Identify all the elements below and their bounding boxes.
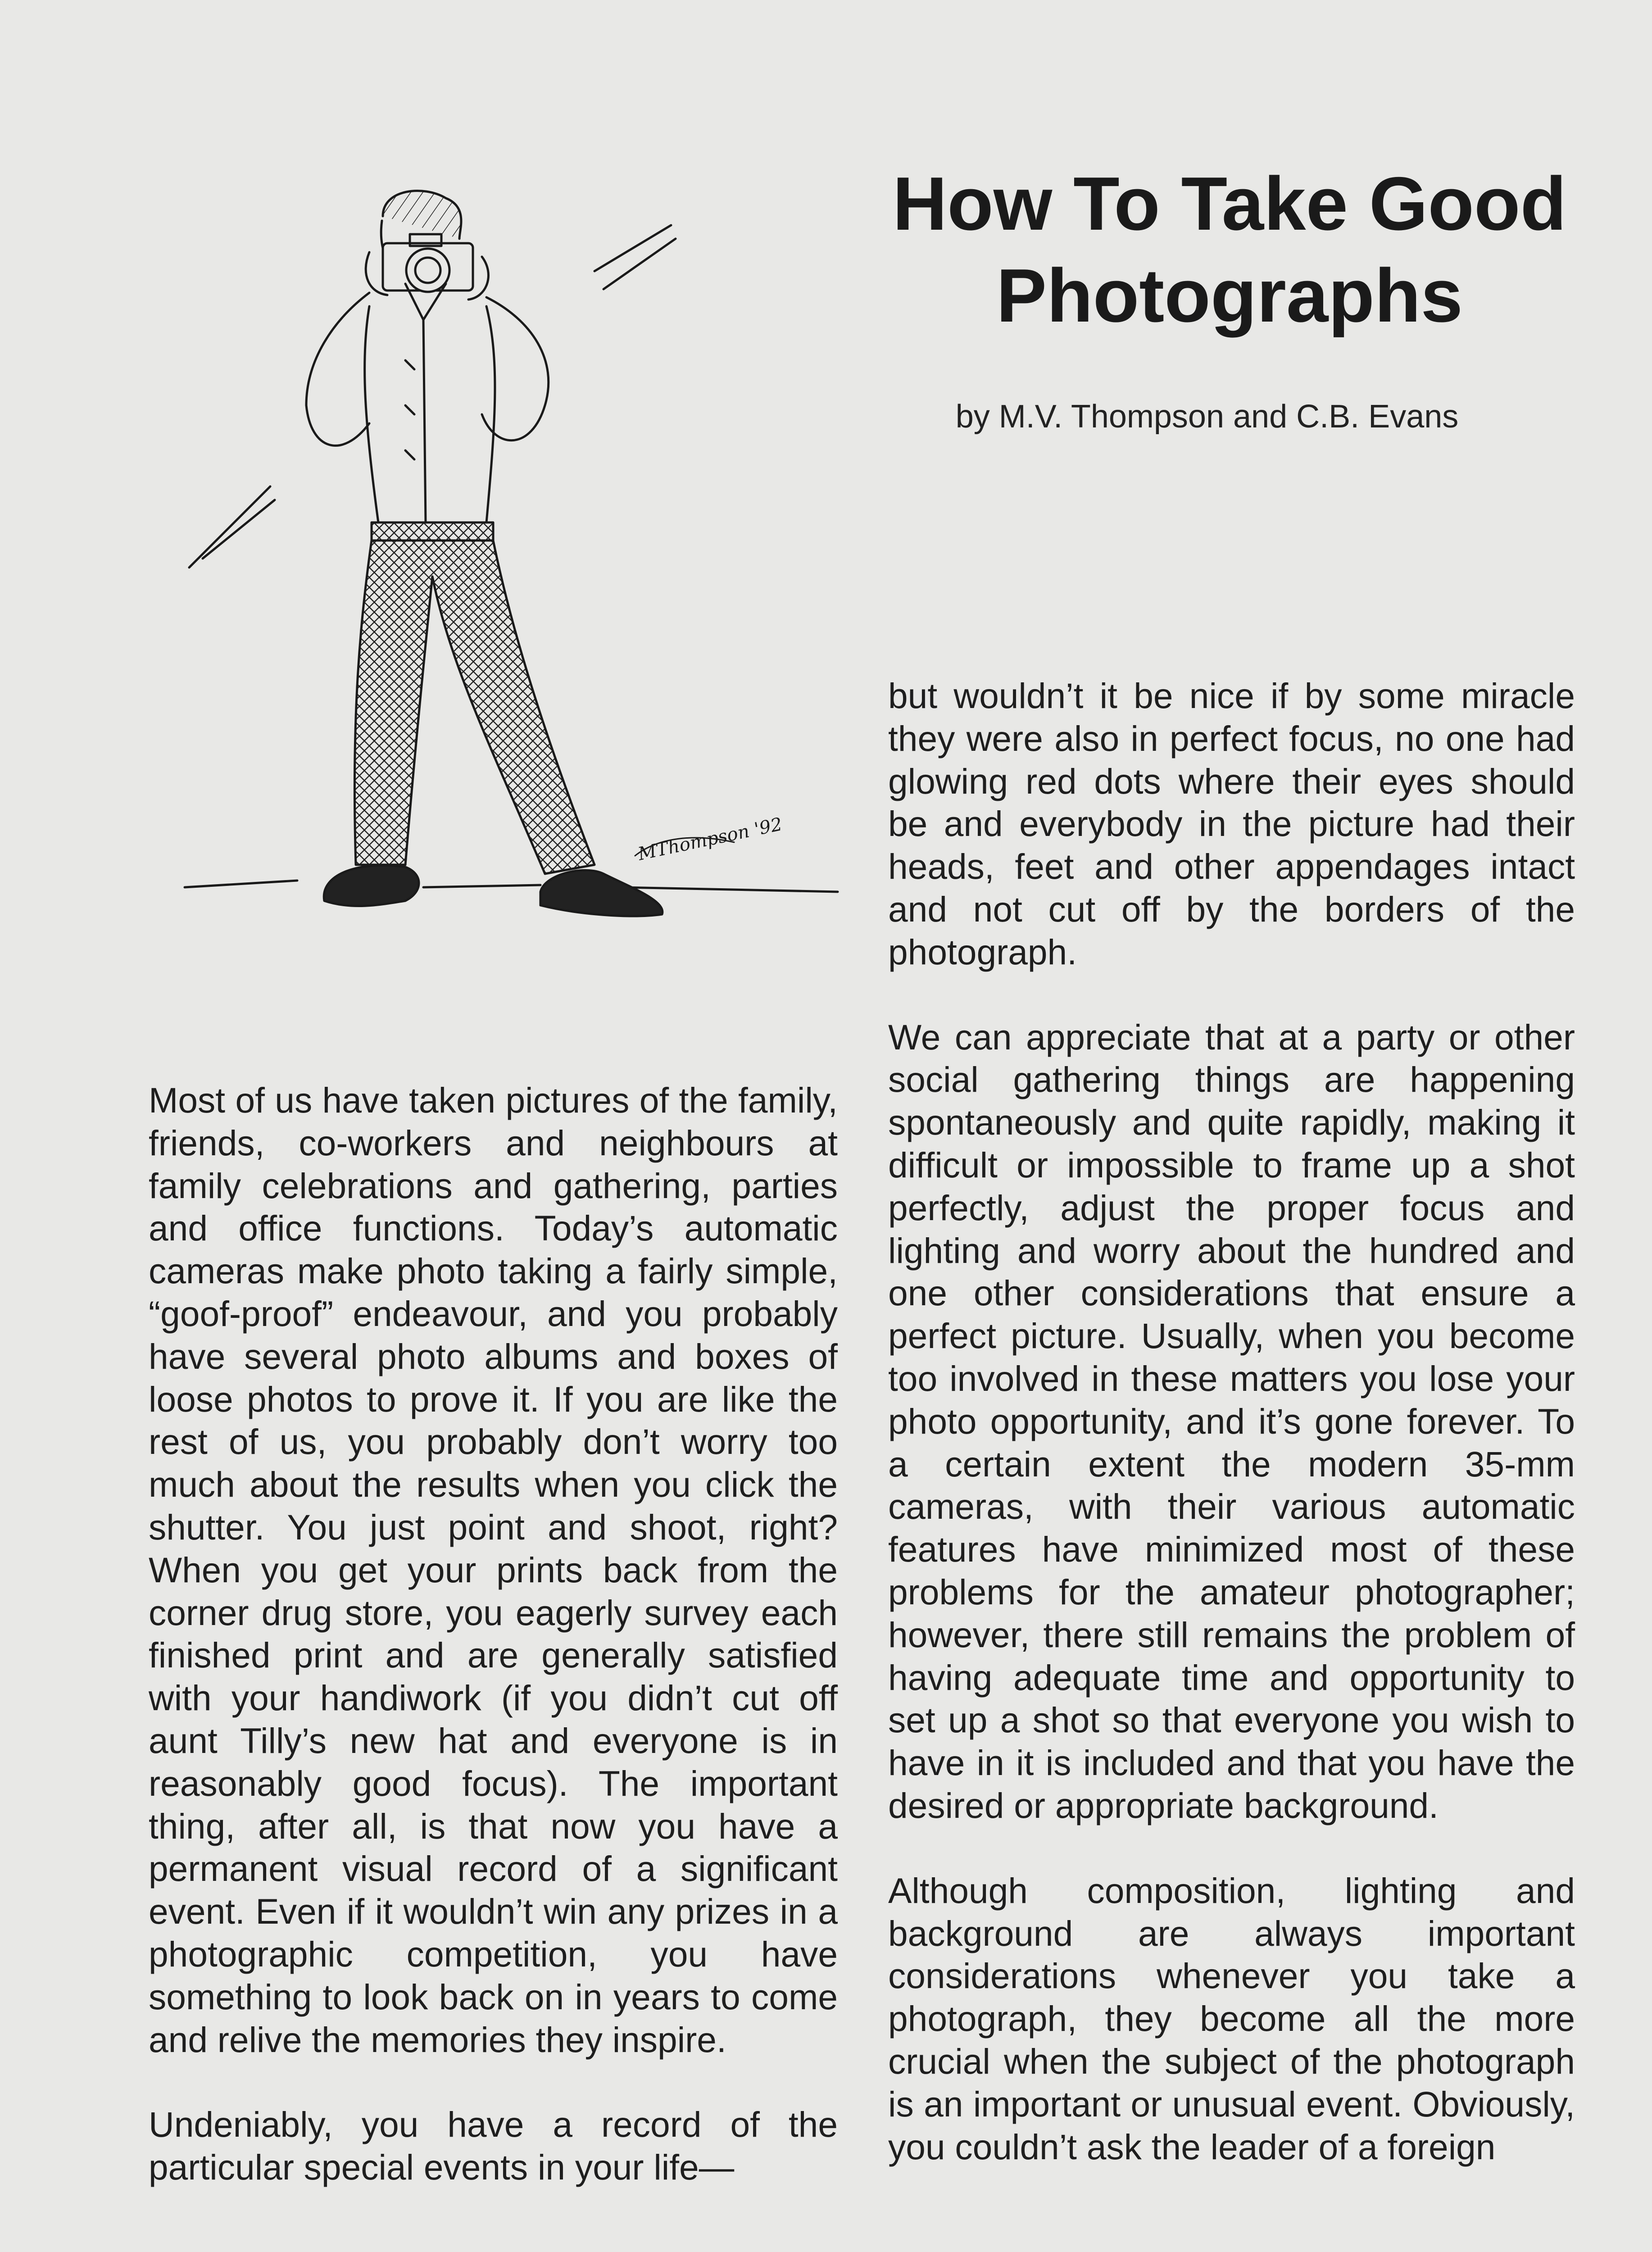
illustration-signature: MThompson '92 bbox=[636, 814, 784, 865]
article-title-line-1: How To Take Good bbox=[892, 161, 1567, 246]
paragraph: but wouldn’t it be nice if by some miracle they were also in perfect focus, no one had glowing red dots where their eyes should be and everybody in the picture had their heads, feet and other appendages intact and not cut off by the borders of the photograph. bbox=[888, 676, 1575, 972]
paragraph: We can appreciate that at a party or other social gathering things are happening spontaneously and quite rapidly, making it difficult or impossible to frame up a shot perfectly, adjust the proper focus and lighting and worry about the hundred and one other considerations that ensure a perfect picture. Usually, when you become too involved in these matters you lose your photo opportunity, and it’s gone forever. To a certain extent the modern 35-mm cameras, with their various automatic features have minimized most of these problems for the amateur photographer; however, there still remains the problem of having adequate time and opportunity to set up a shot so that everyone you wish to have in it is included and that you have the desired or appropriate background. bbox=[888, 1017, 1575, 1825]
paragraph: Although composition, lighting and background are always important considerations whenever you take a photograph, they become all the more crucial when the subject of the photograph is an important or unusual event. Obviously, you couldn’t ask the leader of a foreign bbox=[888, 1871, 1575, 2167]
man-with-camera-drawing-icon bbox=[171, 171, 847, 1045]
article-title-line-2: Photographs bbox=[996, 253, 1463, 338]
article-byline: by M.V. Thompson and C.B. Evans bbox=[955, 399, 1459, 435]
left-column bbox=[149, 1079, 838, 2189]
paragraph: Most of us have taken pictures of the family, friends, co-workers and neighbours at family celebrations and gathering, parties and office functions. Today’s automatic cameras make photo taking a fairly simple, “goof-proof” endeavour, and you probably have several photo albums and boxes of loose photos to prove it. If you are like the rest of us, you probably don’t worry too much about the results when you click the shutter. You just point and shoot, right? When you get your prints back from the corner drug store, you eagerly survey each finished print and are generally satisfied with your handiwork (if you didn’t cut off aunt Tilly’s new hat and everyone is in reasonably good focus). The important thing, after all, is that now you have a permanent visual record of a significant event. Even if it wouldn’t win any prizes in a photographic competition, you have something to look back on in years to come and relive the memories they inspire. bbox=[149, 1081, 838, 2060]
paragraph: Undeniably, you have a record of the particular special events in your life— bbox=[149, 2105, 838, 2188]
article-title bbox=[883, 158, 1576, 341]
right-column bbox=[888, 675, 1575, 2168]
